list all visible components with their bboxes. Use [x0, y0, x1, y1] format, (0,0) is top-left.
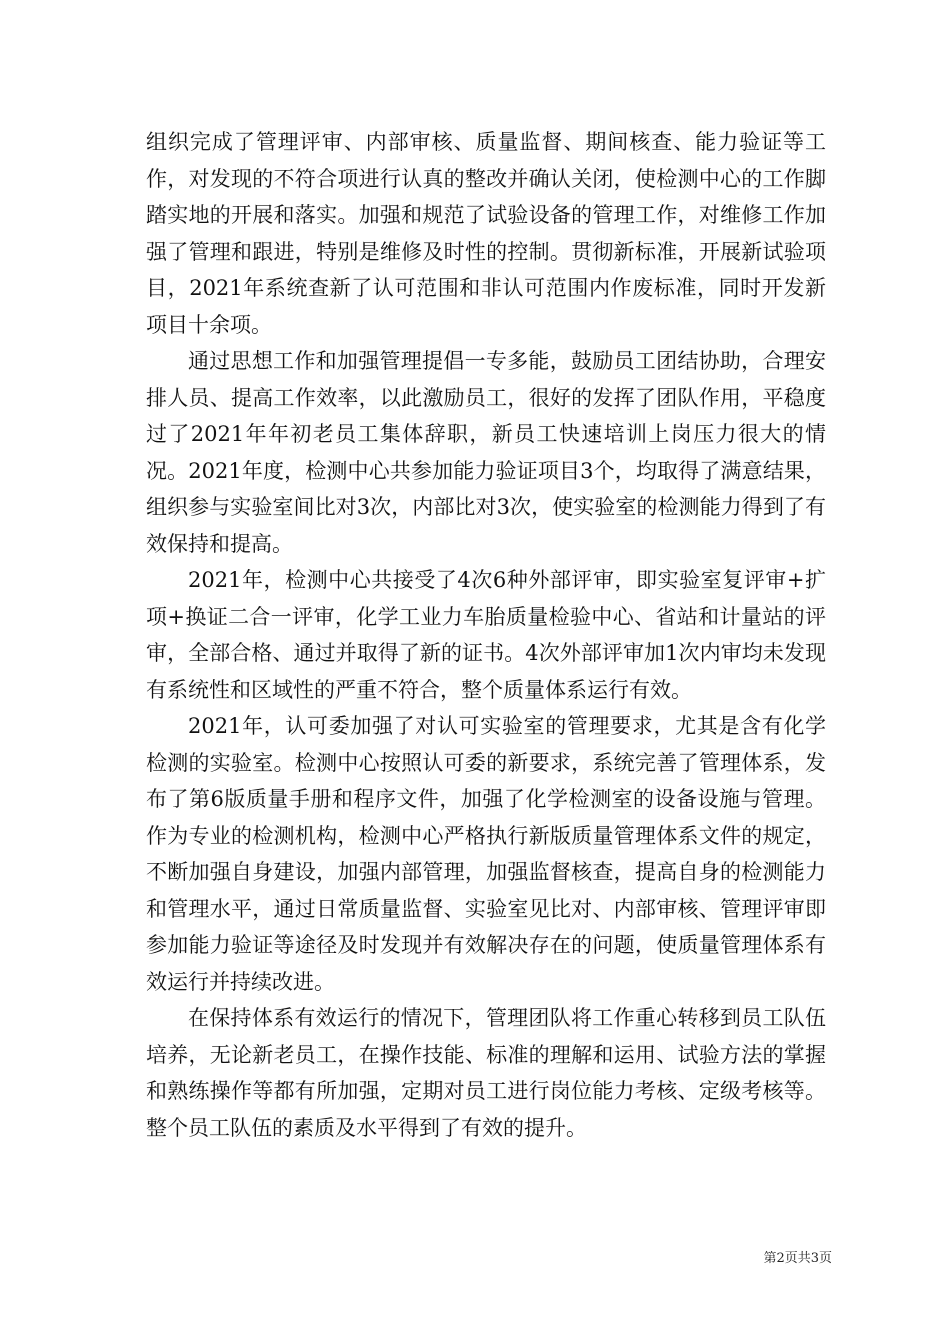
paragraph-2: 通过思想工作和加强管理提倡一专多能，鼓励员工团结协助，合理安排人员、提高工作效率，以此激励员工，很好的发挥了团队作用，平稳度过了2021年年初老员工集体辞职，新员工快速培训上岗压力很大的情况。2021年度，检测中心共参加能力验证项目3个，均取得了满意结果，组织参与实验室间比对3次，内部比对3次，使实验室的检测能力得到了有效保持和提高。	[146, 349, 826, 556]
paragraph-4: 2021年，认可委加强了对认可实验室的管理要求，尤其是含有化学检测的实验室。检测中心按照认可委的新要求，系统完善了管理体系，发布了第6版质量手册和程序文件，加强了化学检测室的设备设施与管理。作为专业的检测机构，检测中心严格执行新版质量管理体系文件的规定，不断加强自身建设，加强内部管理，加强监督核查，提高自身的检测能力和管理水平，通过日常质量监督、实验室见比对、内部审核、管理评审即参加能力验证等途径及时发现并有效解决存在的问题，使质量管理体系有效运行并持续改进。	[146, 714, 826, 994]
document-body	[146, 124, 826, 1146]
paragraph-5: 在保持体系有效运行的情况下，管理团队将工作重心转移到员工队伍培养，无论新老员工，在操作技能、标准的理解和运用、试验方法的掌握和熟练操作等都有所加强，定期对员工进行岗位能力考核、定级考核等。整个员工队伍的素质及水平得到了有效的提升。	[146, 1006, 826, 1140]
paragraph-3: 2021年，检测中心共接受了4次6种外部评审，即实验室复评审+扩项+换证二合一评审，化学工业力车胎质量检验中心、省站和计量站的评审，全部合格、通过并取得了新的证书。4次外部评审加1次内审均未发现有系统性和区域性的严重不符合，整个质量体系运行有效。	[146, 568, 826, 702]
page-number: 第2页共3页	[763, 1251, 832, 1266]
paragraph-1: 组织完成了管理评审、内部审核、质量监督、期间核查、能力验证等工作，对发现的不符合项进行认真的整改并确认关闭，使检测中心的工作脚踏实地的开展和落实。加强和规范了试验设备的管理工作，对维修工作加强了管理和跟进，特别是维修及时性的控制。贯彻新标准，开展新试验项目，2021年系统查新了认可范围和非认可范围内作废标准，同时开发新项目十余项。	[146, 130, 826, 337]
